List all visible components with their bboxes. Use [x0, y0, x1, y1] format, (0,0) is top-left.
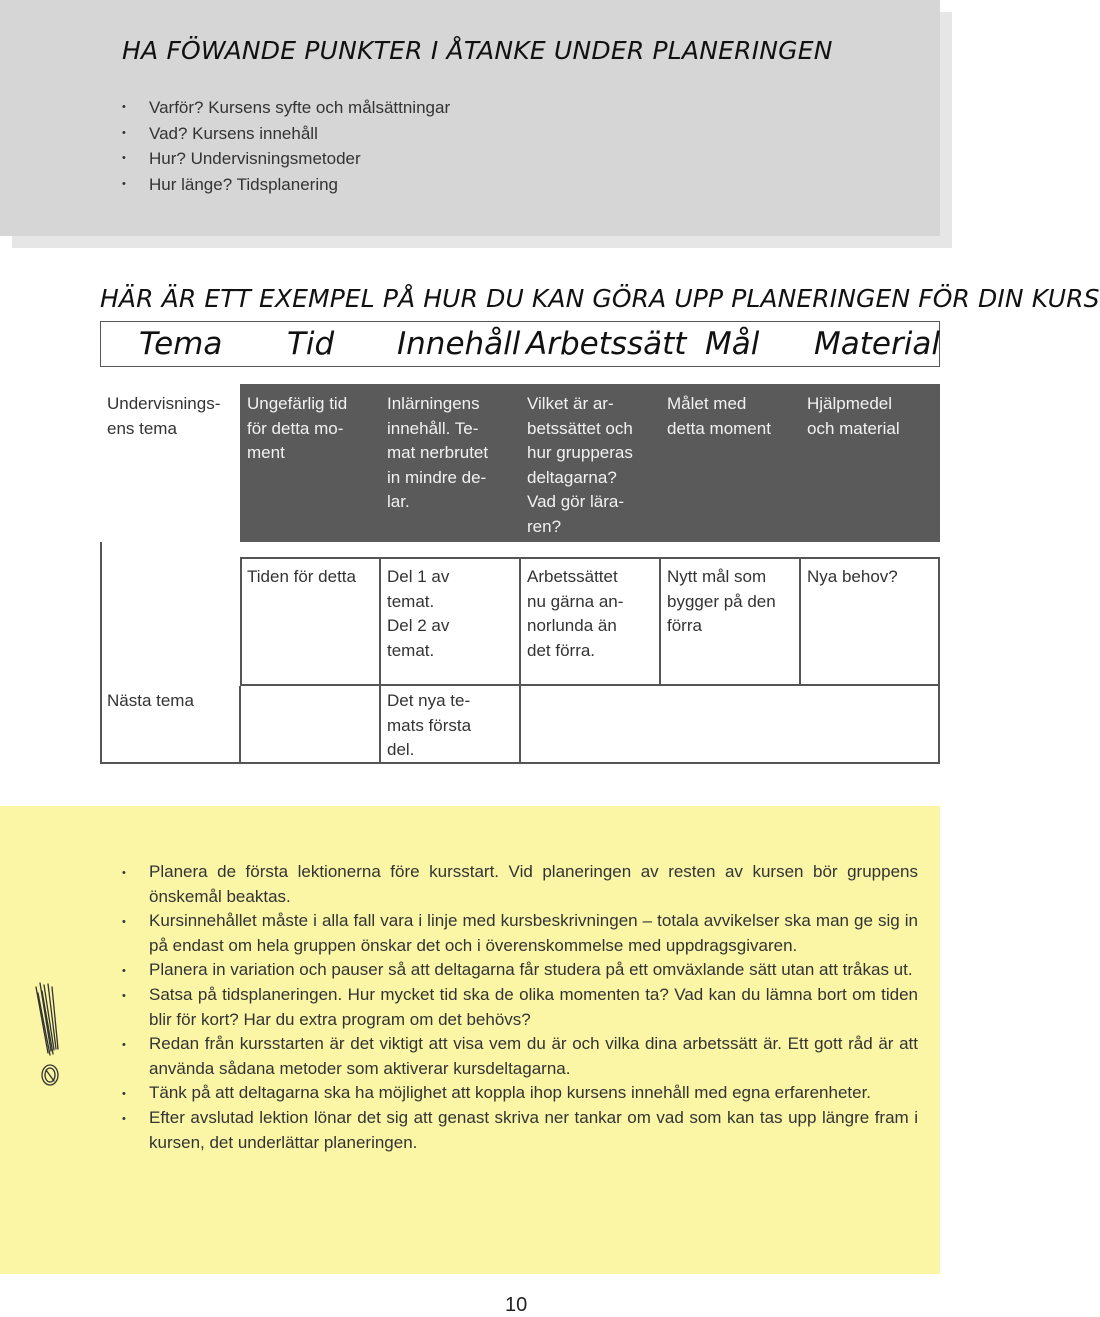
bullet-dot-icon: •	[122, 101, 126, 113]
list-item: • Planera in variation och pauser så att deltagarna får studera på ett omväxlande sätt utan att tråkas ut.	[118, 958, 918, 983]
list-item: • Redan från kursstarten är det viktigt att visa vem du är och vilka dina arbetssätt är. Ett gott råd är att använda sådana metoder som aktiverar kursdeltagarna.	[122, 1034, 918, 1078]
header-arbetssatt: Arbetssätt	[526, 326, 687, 362]
table-cell: Undervisnings- ens tema	[107, 394, 221, 438]
header-tema: Tema	[139, 326, 223, 362]
table-cell: Målet med detta moment	[660, 384, 800, 542]
list-item: • Hur länge? Tidsplanering	[118, 172, 450, 198]
list-item: • Satsa på tidsplaneringen. Hur mycket tid ska de olika momenten ta? Vad kan du lämna bort om tiden blir för kort? Har du extra program om det behövs?	[122, 984, 918, 1029]
list-item: • Hur? Undervisningsmetoder	[118, 146, 450, 172]
table-cell: Hjälpmedel och material	[800, 384, 940, 542]
bullet-dot-icon: •	[122, 989, 126, 1002]
planning-table	[100, 321, 940, 764]
table-cell: Det nya te- mats första del.	[387, 691, 472, 759]
page-number: 10	[505, 1294, 528, 1316]
header-innehall: Innehåll	[397, 326, 521, 362]
table-cell: Tiden för detta	[247, 567, 356, 586]
list-item: • Vad? Kursens innehåll	[118, 121, 450, 147]
table-cell: Del 1 av temat. Del 2 av temat.	[387, 567, 450, 660]
list-item: • Planera de första lektionerna före kursstart. Vid planeringen av resten av kursen bör gruppens önskemål beaktas.	[122, 862, 918, 906]
list-item: • Efter avslutad lektion lönar det sig att genast skriva ner tankar om vad som kan tas upp längre fram i kursen, det underlättar planeringen.	[122, 1107, 918, 1152]
table-cell: Ungefärlig tid för detta mo- ment	[240, 384, 380, 542]
table-cell: Arbetssättet nu gärna an- norlunda än det förra.	[527, 567, 624, 660]
header-material: Material	[814, 326, 940, 362]
bullet-dot-icon: •	[122, 1088, 126, 1101]
table-cell: Nästa tema	[107, 691, 194, 710]
header-tid: Tid	[287, 326, 335, 362]
list-item: • Kursinnehållet måste i alla fall vara i linje med kursbeskrivningen – totala avvikelser ska man ge sig in på endast om hela gruppen önskar det och i överenskommelse med uppdragsgivaren.	[122, 911, 918, 955]
table-cell: Vilket är ar- betssättet och hur grupperas deltagarna? Vad gör lära- ren?	[520, 384, 660, 542]
bullet-dot-icon: •	[122, 1039, 126, 1052]
bullet-dot-icon: •	[122, 177, 126, 190]
header-mal: Mål	[705, 326, 760, 362]
exclamation-icon	[28, 975, 72, 1095]
table-cell: Nytt mål som bygger på den förra	[667, 567, 776, 635]
table-header-row	[100, 321, 940, 367]
list-item: • Tänk på att deltagarna ska ha möjlighet att koppla ihop kursens innehåll med egna erfarenheter.	[118, 1081, 918, 1106]
bullet-dot-icon: •	[122, 965, 126, 978]
bullet-dot-icon: •	[122, 152, 126, 164]
planning-points-title: HA FÖWANDE PUNKTER I ÅTANKE UNDER PLANERINGEN	[122, 36, 833, 65]
table-cell: Nya behov?	[807, 567, 898, 586]
bullet-dot-icon: •	[122, 126, 126, 139]
bullet-dot-icon: •	[122, 916, 126, 929]
bullet-dot-icon: •	[122, 867, 126, 879]
tips-list	[118, 860, 918, 1155]
table-cell: Inlärningens innehåll. Te- mat nerbrutet in mindre de- lar.	[380, 384, 520, 542]
list-item: • Varför? Kursens syfte och målsättningar	[118, 95, 450, 121]
bullet-dot-icon: •	[122, 1112, 126, 1125]
example-title: HÄR ÄR ETT EXEMPEL PÅ HUR DU KAN GÖRA UPP PLANERINGEN FÖR DIN KURS	[100, 284, 1100, 313]
planning-points-list	[118, 95, 450, 197]
